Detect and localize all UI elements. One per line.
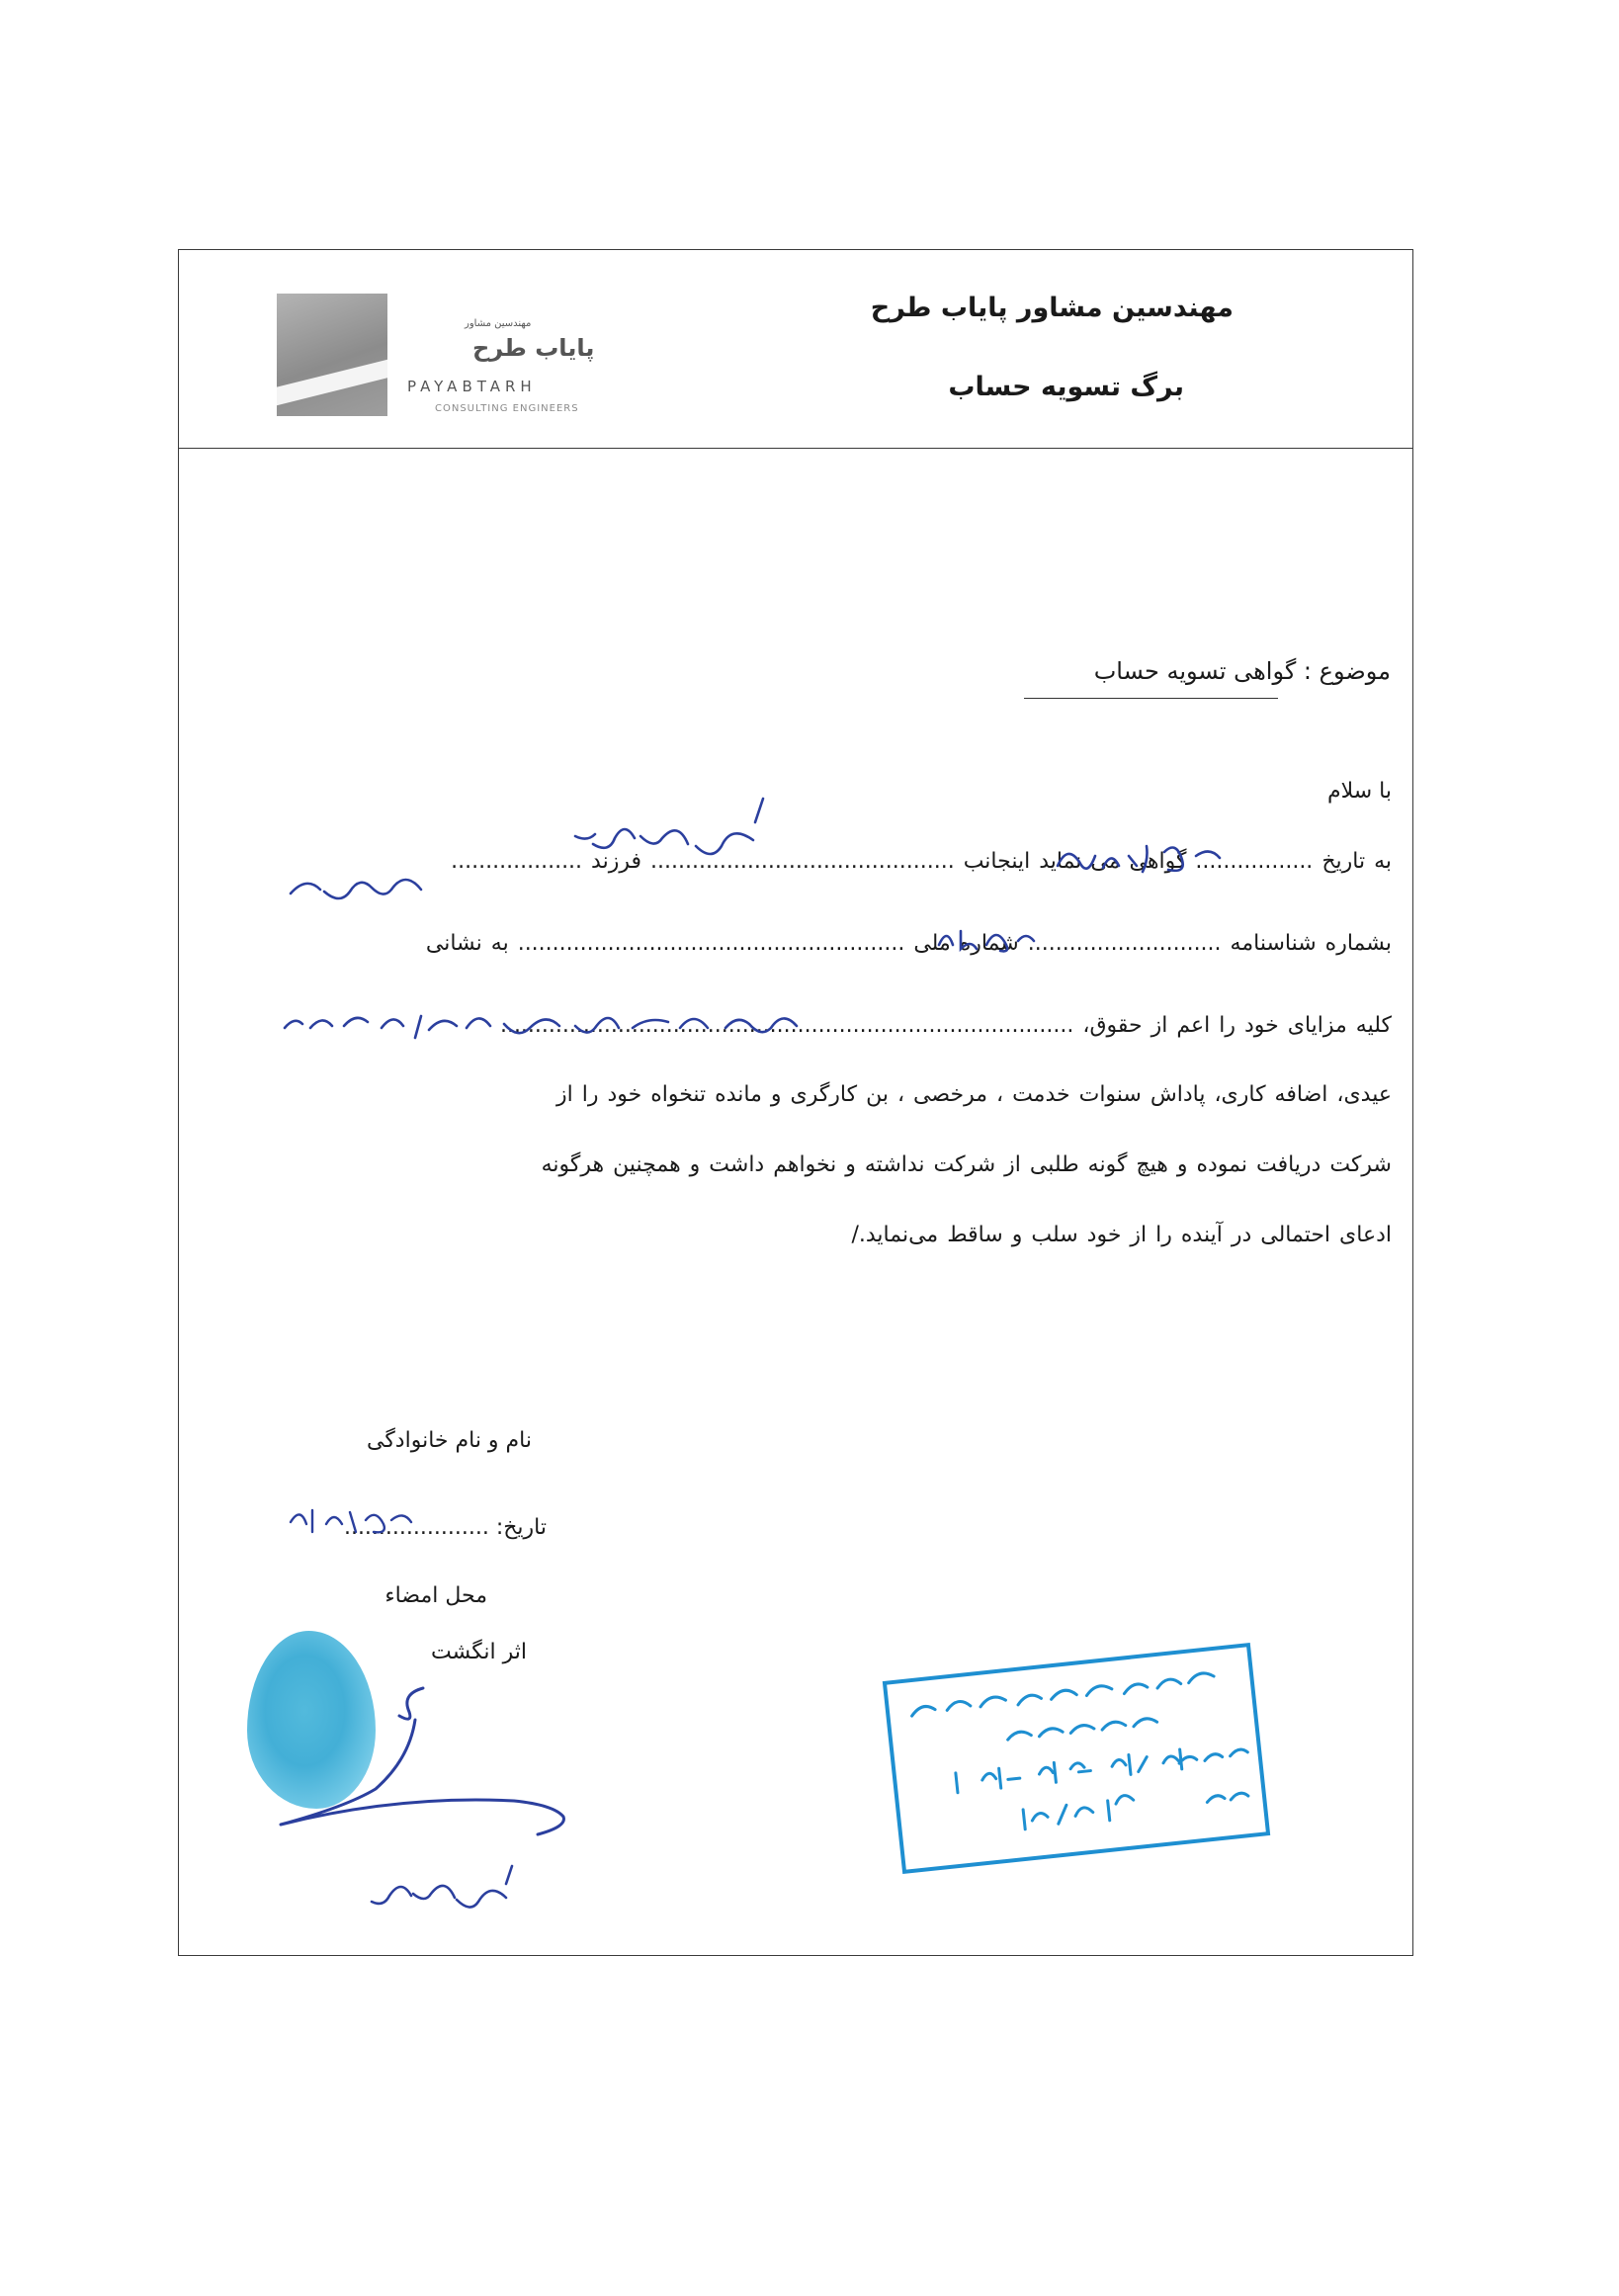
greeting: با سلام [1326, 779, 1392, 804]
body-line-4: عیدی، اضافه کاری، پاداش سنوات خدمت ، مرخصی ، بن کارگری و مانده تنخواه خود را از [556, 1082, 1392, 1107]
company-name: مهندسین مشاور پایاب طرح [870, 293, 1234, 323]
signature-label: محل امضاء [384, 1583, 487, 1608]
label-child-of: فرزند [591, 849, 641, 874]
logo-text-small: مهندسین مشاور [465, 318, 532, 329]
label-national-code: شماره ملی [913, 931, 1019, 956]
full-name-label: نام و نام خانوادگی [366, 1428, 532, 1453]
stamp-lettering [887, 1647, 1266, 1869]
logo-text-en-sub: CONSULTING ENGINEERS [435, 403, 579, 414]
thumbprint-label: اثر انگشت [431, 1640, 527, 1664]
body-line-5: شرکت دریافت نموده و هیچ گونه طلبی از شرکت نداشته و نخواهم داشت و همچنین هرگونه [541, 1152, 1392, 1177]
form-title: برگ تسویه حساب [948, 372, 1184, 402]
header-divider [178, 448, 1413, 449]
company-logo-mark [277, 294, 387, 416]
date-label: تاریخ: ..................... [343, 1515, 547, 1540]
body-line-3: کلیه مزایای خود را اعم از حقوق، ................................................................................... [499, 1013, 1392, 1038]
body-line-1: به تاریخ ................. گواهی می نماید اینجانب ............................................ فرزند ................... [451, 849, 1392, 874]
subject-underline [1024, 698, 1278, 699]
logo-text-en: PAYABTARH [407, 378, 537, 395]
benefits-text: کلیه مزایای خود را اعم از حقوق، [1082, 1013, 1392, 1038]
label-date: به تاریخ [1321, 849, 1392, 874]
label-certifies: گواهی می نماید اینجانب [963, 849, 1187, 874]
receipt-stamp [883, 1643, 1270, 1874]
label-address: به نشانی [425, 931, 509, 956]
body-line-6: ادعای احتمالی در آینده را از خود سلب و ساقط می‌نماید./ [851, 1223, 1392, 1247]
label-id-number: بشماره شناسنامه [1230, 931, 1392, 956]
subject-line: موضوع : گواهی تسویه حساب [1093, 657, 1391, 685]
logo-text-fa: پایاب طرح [472, 334, 595, 362]
body-line-2: بشماره شناسنامه ............................ شماره ملی ........................................................ به نشانی [425, 931, 1392, 956]
